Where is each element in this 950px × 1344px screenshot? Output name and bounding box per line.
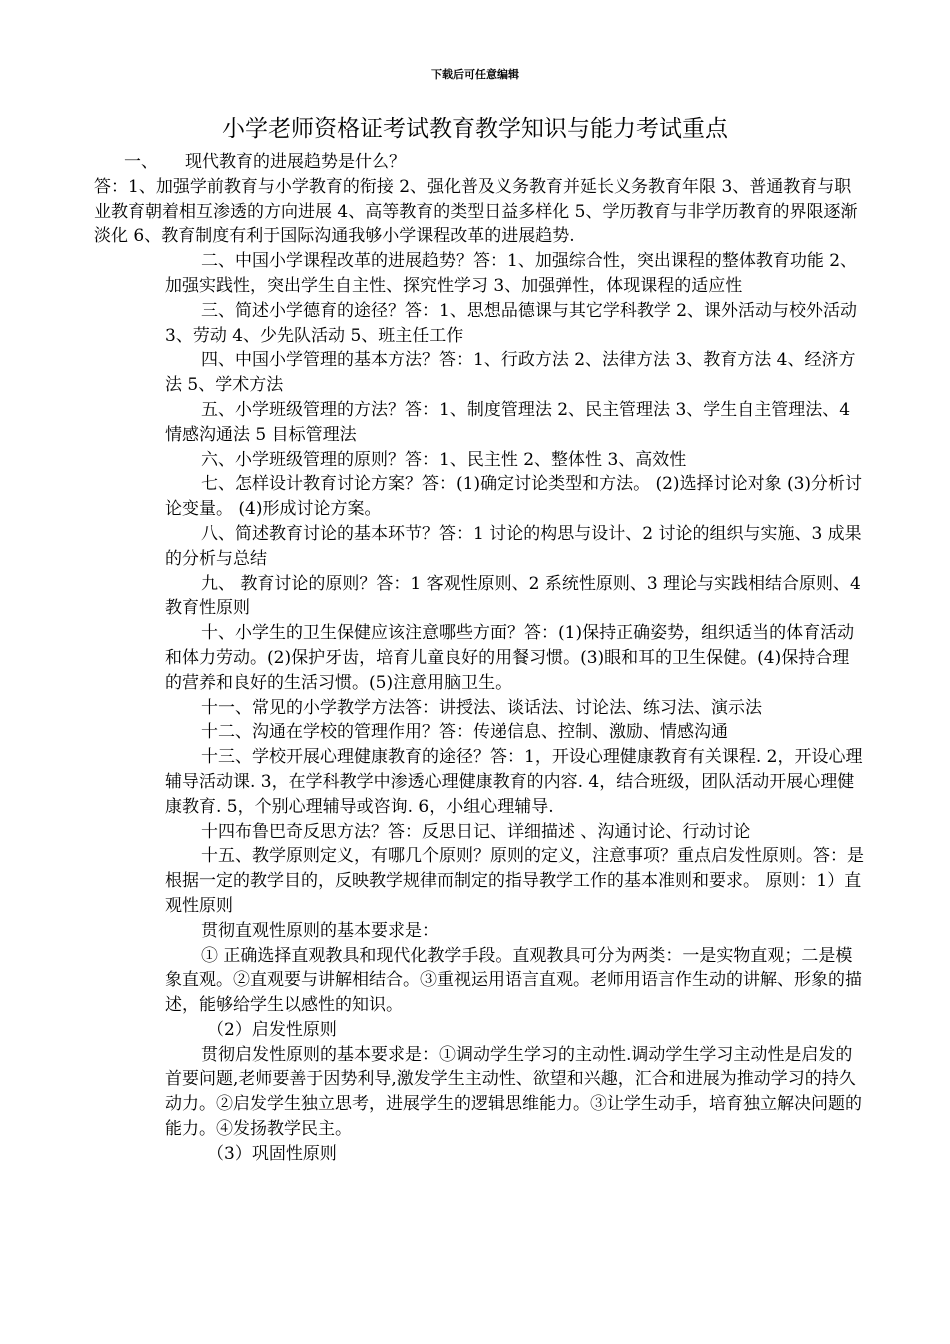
paragraph-zhiguan-details: ① 正确选择直观教具和现代化教学手段。直观教具可分为两类：一是实物直观；二是模象直观。②直观要与讲解相结合。③重视运用语言直观。老师用语言作生动的讲解、形象的描述，能够给学生以感性的知识。 bbox=[165, 945, 862, 1016]
paragraph-14: 十四布鲁巴奇反思方法？答：反思日记、详细描述 、沟通讨论、行动讨论 bbox=[201, 821, 751, 842]
question-1-number: 一、 bbox=[124, 152, 158, 172]
paragraph-6: 六、小学班级管理的原则？答：1、民主性 2、整体性 3、高效性 bbox=[201, 449, 687, 470]
paragraph-10: 十、小学生的卫生保健应该注意哪些方面？答：(1)保持正确姿势，组织适当的体育活动和体力劳动。(2)保护牙齿，培育儿童良好的用餐习惯。(3)眼和耳的卫生保健。(4)保持合理的营养和良好的生活习惯。(5)注意用脑卫生。 bbox=[165, 623, 855, 693]
question-1-text: 现代教育的进展趋势是什么？ bbox=[185, 152, 407, 172]
paragraph-3: 三、简述小学德育的途径？答：1、思想品德课与其它学科教学 2、课外活动与校外活动 3、劳动 4、少先队活动 5、班主任工作 bbox=[165, 300, 858, 346]
document-body bbox=[0, 150, 950, 1167]
paragraph-7: 七、怎样设计教育讨论方案？答：(1)确定讨论类型和方法。 (2)选择讨论对象 (3)分析讨论变量。 (4)形成讨论方案。 bbox=[165, 474, 863, 520]
subheading-qifa: （2）启发性原则 bbox=[207, 1019, 337, 1040]
document-title: 小学老师资格证考试教育教学知识与能力考试重点 bbox=[222, 116, 728, 142]
subheading-gonggu: （3）巩固性原则 bbox=[207, 1143, 337, 1164]
paragraph-2: 二、中国小学课程改革的进展趋势？答：1、加强综合性，突出课程的整体教育功能 2、加强实践性，突出学生自主性、探究性学习 3、加强弹性，体现课程的适应性 bbox=[165, 251, 858, 296]
paragraph-11: 十一、常见的小学教学方法答：讲授法、谈话法、讨论法、练习法、演示法 bbox=[201, 697, 762, 718]
question-1 bbox=[124, 150, 406, 175]
paragraph-9: 九、 教育讨论的原则？答：1 客观性原则、2 系统性原则、3 理论与实践相结合原则、4 教育性原则 bbox=[165, 573, 861, 619]
paragraph-8: 八、简述教育讨论的基本环节？答：1 讨论的构思与设计、2 讨论的组织与实施、3 成果的分析与总结 bbox=[165, 523, 862, 569]
paragraph-15: 十五、教学原则定义，有哪几个原则？原则的定义，注意事项？重点启发性原则。答：是根据一定的教学目的，反映教学规律而制定的指导教学工作的基本准则和要求。 原则：1）直观性原则 bbox=[165, 846, 864, 916]
paragraph-5: 五、小学班级管理的方法？答：1、制度管理法 2、民主管理法 3、学生自主管理法、4 情感沟通法 5 目标管理法 bbox=[165, 399, 851, 445]
page-header: 下载后可任意编辑 bbox=[431, 68, 519, 81]
paragraph-12: 十二、沟通在学校的管理作用？答：传递信息、控制、激励、情感沟通 bbox=[201, 722, 728, 743]
paragraph-13: 十三、学校开展心理健康教育的途径？答：1，开设心理健康教育有关课程. 2，开设心理辅导活动课. 3，在学科教学中渗透心理健康教育的内容. 4，结合班级，团队活动开展心理健康教育. 5，个别心理辅导或咨询. 6，小组心理辅导. bbox=[165, 747, 863, 817]
paragraph-zhiguan-requirements: 贯彻直观性原则的基本要求是： bbox=[201, 920, 439, 941]
paragraph-4: 四、中国小学管理的基本方法？答：1、行政方法 2、法律方法 3、教育方法 4、经济方法 5、学术方法 bbox=[165, 350, 856, 396]
paragraph-qifa-requirements: 贯彻启发性原则的基本要求是：①调动学生学习的主动性.调动学生学习主动性是启发的首要问题,老师要善于因势利导,激发学生主动性、欲望和兴趣，汇合和进展为推动学习的持久动力。②启发学生独立思考，进展学生的逻辑思维能力。③让学生动手，培育独立解决问题的能力。④发扬教学民主。 bbox=[165, 1044, 862, 1140]
answer-1: 答：1、加强学前教育与小学教育的衔接 2、强化普及义务教育并延长义务教育年限 3、普通教育与职业教育朝着相互渗透的方向进展 4、高等教育的类型日益多样化 5、学历教育与非学历教育的界限逐渐淡化 6、教育制度有利于国际沟通我够小学课程改革的进展趋势. bbox=[94, 176, 858, 247]
